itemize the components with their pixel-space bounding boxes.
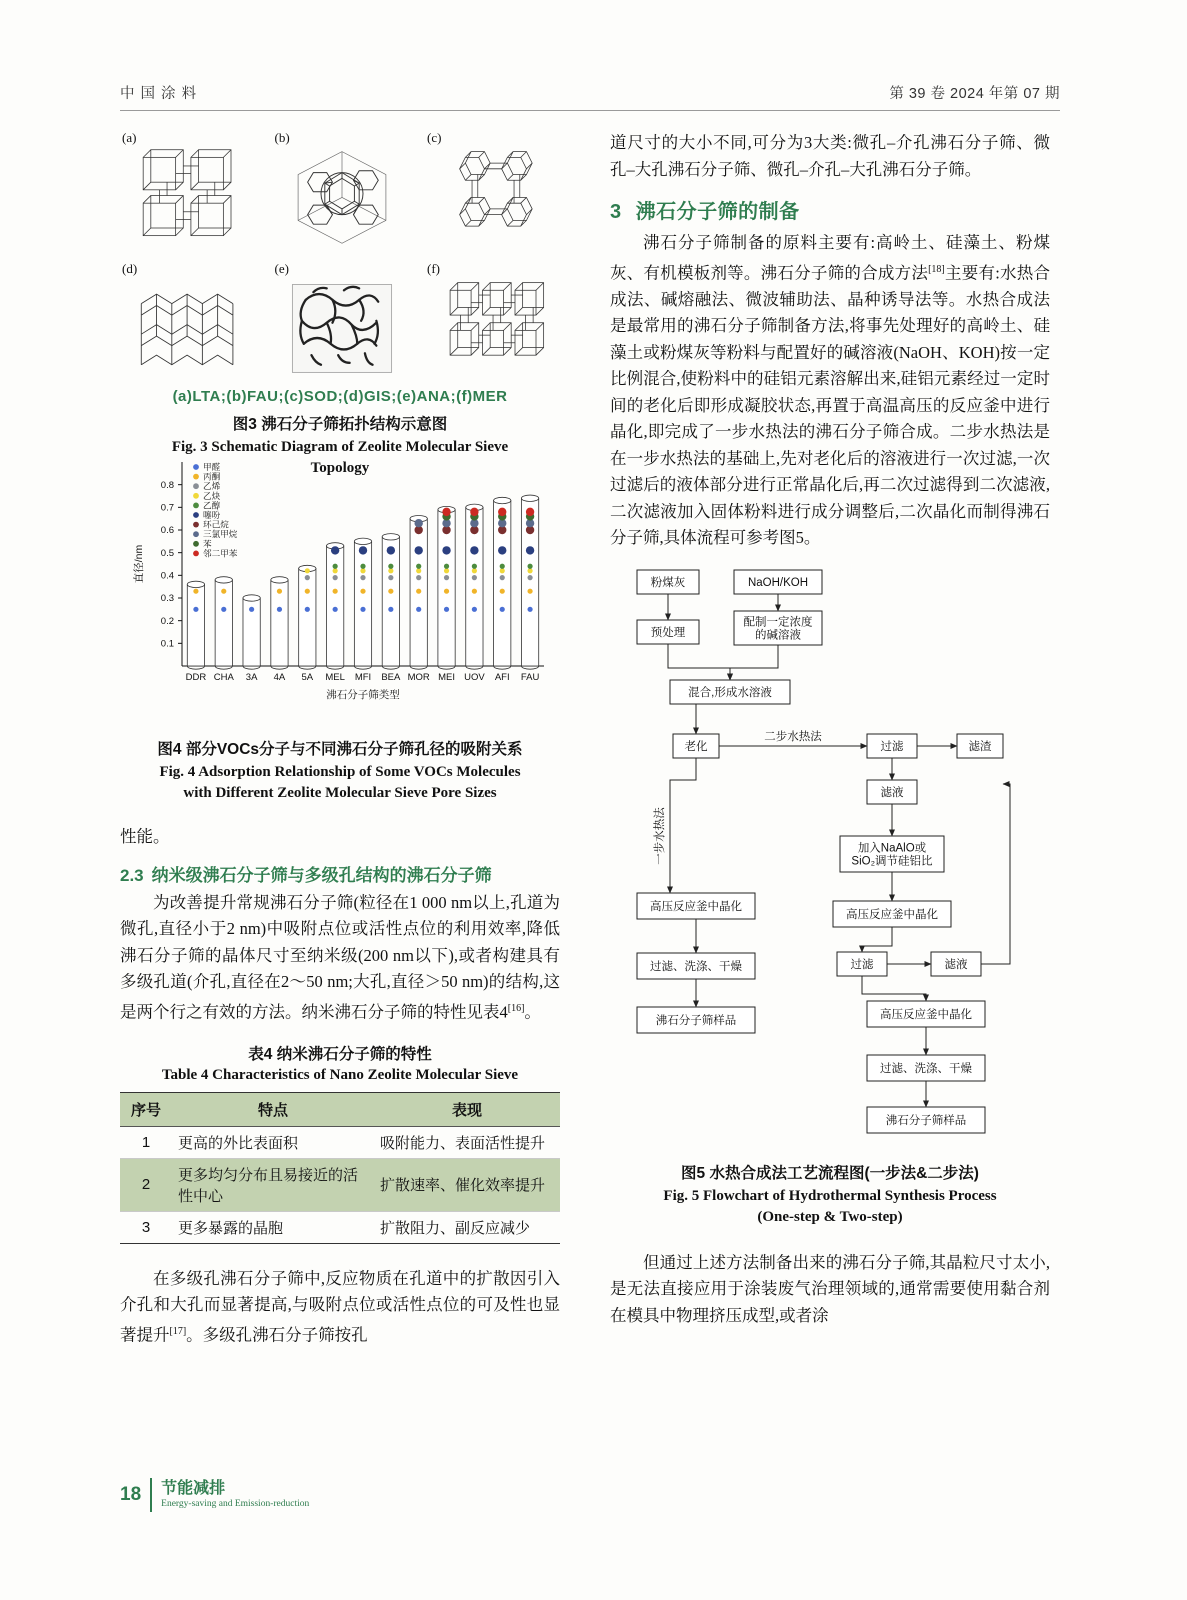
figure-3-panel-c [425,130,560,255]
svg-text:直径/nm: 直径/nm [133,544,145,584]
svg-text:SiO₂调节硅铝比: SiO₂调节硅铝比 [851,855,933,867]
paragraph-pore-classes: 道尺寸的大小不同,可分为3大类:微孔–介孔沸石分子筛、微孔–大孔沸石分子筛、微孔–介孔–大孔沸石分子筛。 [610,133,1050,179]
figure-5-caption-en [610,1186,1050,1228]
figure-4-chart [120,440,560,730]
figure-5-caption-en-line1: Fig. 5 Flowchart of Hydrothermal Synthesis Process [663,1187,997,1204]
figure-3-panel-b [273,130,408,255]
panel-label: (f) [427,261,440,276]
svg-text:乙烯: 乙烯 [203,481,221,492]
svg-text:预处理: 预处理 [650,626,686,639]
figure-3-row-1 [120,130,560,255]
page-header [120,82,1060,103]
cell-effect: 吸附能力、表面活性提升 [374,1126,560,1158]
header-divider [120,110,1060,111]
paper-content [120,60,1060,1540]
panel-label: (d) [122,261,138,276]
figure-5-flowchart [610,564,1050,1154]
figure-3-caption-en-line1: Fig. 3 Schematic Diagram of Zeolite Molecular Sieve [171,439,509,455]
flowchart-svg [610,564,1050,1154]
figure-3-panel-d [120,261,255,386]
footer-divider [150,1478,152,1512]
svg-text:MFI: MFI [354,672,372,683]
svg-text:滤液: 滤液 [944,958,968,971]
footer-section-en: Energy-saving and Emission-reduction [161,1499,310,1509]
paragraph-hierarchical [120,1266,560,1349]
table-header-feature: 特点 [172,1092,374,1126]
table-4-title-cn: 表4 纳米沸石分子筛的特性 [248,1045,432,1063]
svg-text:甲醛: 甲醛 [203,462,221,472]
mer-structure-icon [435,275,553,380]
figure-3-panel-e [273,261,408,386]
svg-text:BEA: BEA [381,672,401,683]
subsection-title: 纳米级沸石分子筛与多级孔结构的沸石分子筛 [151,865,492,885]
svg-text:0.1: 0.1 [160,638,174,650]
paragraph-bottom: 但通过上述方法制备出来的沸石分子筛,其晶粒尺寸太小,是无法直接应用于涂装废气治理领域的,通常需要使用黏合剂在模具中物理挤压成型,或者涂 [610,1252,1050,1325]
svg-text:0.6: 0.6 [160,525,174,537]
svg-text:DDR: DDR [185,672,207,683]
svg-text:环己烷: 环己烷 [203,519,229,530]
panel-label: (e) [274,261,289,276]
ana-structure-icon [283,275,401,380]
journal-name: 中 国 涂 料 [120,86,198,102]
svg-text:0.3: 0.3 [160,593,174,605]
svg-text:4A: 4A [273,672,286,683]
paragraph-nano-tail: 。 [524,1002,541,1021]
svg-text:高压反应釜中晶化: 高压反应釜中晶化 [846,908,938,921]
cell-feature: 更多暴露的晶胞 [172,1211,374,1243]
cell-index: 3 [120,1211,172,1243]
svg-text:滤液: 滤液 [880,786,904,799]
svg-text:配制一定浓度: 配制一定浓度 [743,616,813,628]
svg-text:沸石分子筛样品: 沸石分子筛样品 [885,1114,967,1127]
svg-text:一步水热法: 一步水热法 [654,806,666,865]
paragraph-preparation [610,230,1050,552]
table-header-index: 序号 [120,1092,172,1126]
svg-text:MEL: MEL [325,672,345,683]
svg-text:乙炔: 乙炔 [203,490,221,501]
performance-line: 性能。 [120,827,170,846]
svg-text:乙醇: 乙醇 [203,500,221,511]
panel-label: (b) [274,130,290,145]
svg-text:沸石分子筛类型: 沸石分子筛类型 [326,689,400,701]
table-4 [120,1092,560,1244]
figure-4-caption-en [120,762,560,804]
svg-text:二步水热法: 二步水热法 [764,730,822,743]
svg-text:过滤、洗涤、干燥: 过滤、洗涤、干燥 [650,960,742,973]
page-number: 18 [120,1484,142,1505]
svg-text:沸石分子筛样品: 沸石分子筛样品 [655,1014,737,1027]
svg-text:过滤: 过滤 [880,740,904,753]
fau-structure-icon [283,144,401,249]
svg-text:0.2: 0.2 [160,615,174,627]
svg-text:0.4: 0.4 [160,570,174,582]
table-4-title-en: Table 4 Characteristics of Nano Zeolite Molecular Sieve [161,1066,519,1083]
svg-text:苯: 苯 [203,538,212,549]
sod-structure-icon [435,144,553,249]
paragraph-preparation-b: 主要有:水热合成法、碱熔融法、微波辅助法、晶种诱导法等。水热合成法是最常用的沸石分子筛制备方法,将事先处理好的高岭土、硅藻土或粉煤灰等粉料与配置好的碱溶液(NaOH、KOH)按一定比例混合,使粉料中的硅铝元素溶解出来,硅铝元素经过一定时间的老化后即形成凝胶状态,再置于高温高压的反应釜中进行晶化,即完成了一步水热法的沸石分子筛合成。二步水热法是在一步水热法的基础上,先对老化后的溶液进行一次过滤,一次过滤后的液体部分进行正常晶化后,再二次过滤得到二次滤液,二次滤液加入固体粉料进行成分调整后,二次晶化而制得沸石分子筛,具体流程可参考图5。 [610,263,1050,547]
gis-structure-icon [130,275,248,380]
table-row [120,1126,560,1158]
section-title: 沸石分子筛的制备 [635,201,800,223]
svg-text:FAU: FAU [520,672,540,683]
svg-text:邻二甲苯: 邻二甲苯 [203,548,238,559]
svg-text:混合,形成水溶液: 混合,形成水溶液 [688,686,772,699]
section-number: 3 [610,201,622,223]
figure-3-caption-en-line2: Topology [310,460,370,476]
right-column [610,130,1050,1329]
paragraph-hierarchical-tail: 。多级孔沸石分子筛按孔 [186,1325,368,1344]
table-row [120,1158,560,1211]
table-header-row [120,1092,560,1126]
svg-text:高压反应釜中晶化: 高压反应釜中晶化 [650,900,742,913]
footer-text [161,1480,309,1510]
table-header-effect: 表现 [374,1092,560,1126]
svg-text:过滤、洗涤、干燥: 过滤、洗涤、干燥 [880,1062,972,1075]
paragraph-nano [120,890,560,1026]
svg-text:NaOH/KOH: NaOH/KOH [747,576,809,589]
subsection-number: 2.3 [120,865,144,885]
issue-info: 第 39 卷 2024 年第 07 期 [889,86,1060,102]
panel-label: (a) [122,130,137,145]
svg-text:0.5: 0.5 [160,547,174,559]
svg-text:滤渣: 滤渣 [968,740,992,753]
figure-3-panel-a [120,130,255,255]
figure-4-caption-cn: 图4 部分VOCs分子与不同沸石分子筛孔径的吸附关系 [157,741,523,758]
footer-section-cn: 节能减排 [161,1480,226,1497]
cell-feature: 更高的外比表面积 [172,1126,374,1158]
svg-text:MEI: MEI [438,672,455,683]
figure-4-caption-en-line2: with Different Zeolite Molecular Sieve Pore Sizes [183,785,497,801]
figure-5-caption-en-line2: (One-step & Two-step) [757,1208,903,1225]
svg-text:三氯甲烷: 三氯甲烷 [203,529,238,540]
citation-16: [16] [507,1002,525,1014]
citation-18: [18] [928,263,945,275]
left-column [120,130,560,1349]
svg-text:老化: 老化 [684,740,708,753]
figure-3-panel-f [425,261,560,386]
cell-feature: 更多均匀分布且易接近的活性中心 [172,1158,374,1211]
cell-index: 1 [120,1126,172,1158]
cell-effect: 扩散速率、催化效率提升 [374,1158,560,1211]
svg-text:3A: 3A [245,672,258,683]
svg-text:CHA: CHA [213,672,234,683]
svg-text:的碱溶液: 的碱溶液 [755,629,801,641]
svg-text:0.8: 0.8 [160,479,174,491]
svg-text:MOR: MOR [407,672,430,683]
cell-effect: 扩散阻力、副反应减少 [374,1211,560,1243]
table-row [120,1211,560,1243]
paragraph-nano-text: 为改善提升常规沸石分子筛(粒径在1 000 nm以上,孔道为微孔,直径小于2 nm)中吸附点位或活性点位的利用效率,降低沸石分子筛的晶体尺寸至纳米级(200 nm以下),或者构建具有多级孔道(介孔,直径在2～50 nm;大孔,直径＞50 nm)的结构,这是两个行之有效的方法。纳米沸石分子筛的特性见表4 [120,892,560,1021]
figure-3-row-2 [120,261,560,386]
paragraph-preparation-a: 沸石分子筛制备的原料主要有:高岭土、硅藻土、粉煤灰、有机模板剂等。沸石分子筛的合成方法 [610,233,1050,282]
svg-text:高压反应釜中晶化: 高压反应釜中晶化 [880,1008,972,1021]
lta-structure-icon [130,144,248,249]
section-3-heading [610,195,1050,224]
chart-svg [120,440,560,730]
svg-text:噻吩: 噻吩 [203,510,221,520]
page-footer [120,1478,1060,1512]
svg-text:UOV: UOV [464,672,485,683]
svg-text:粉煤灰: 粉煤灰 [650,576,686,589]
cell-index: 2 [120,1158,172,1211]
panel-label: (c) [427,130,442,145]
paragraph-hierarchical-text: 在多级孔沸石分子筛中,反应物质在孔道中的扩散因引入介孔和大孔而显著提高,与吸附点位或活性点位的可及性也显著提升 [120,1268,560,1344]
figure-4-caption-en-line1: Fig. 4 Adsorption Relationship of Some VOCs Molecules [159,764,521,780]
figure-3-legend: (a)LTA;(b)FAU;(c)SOD;(d)GIS;(e)ANA;(f)MER [172,388,508,405]
svg-text:0.7: 0.7 [160,502,174,514]
svg-text:丙酮: 丙酮 [203,471,221,482]
svg-text:5A: 5A [301,672,314,683]
citation-17: [17] [169,1325,187,1337]
figure-5-caption-cn: 图5 水热合成法工艺流程图(一步法&二步法) [681,1164,979,1182]
figure-3-caption-cn: 图3 沸石分子筛拓扑结构示意图 [232,416,448,433]
subsection-2-3-heading [120,861,560,886]
svg-text:AFI: AFI [494,672,510,683]
svg-text:加入NaAlO或: 加入NaAlO或 [857,842,927,854]
svg-text:过滤: 过滤 [850,958,874,971]
